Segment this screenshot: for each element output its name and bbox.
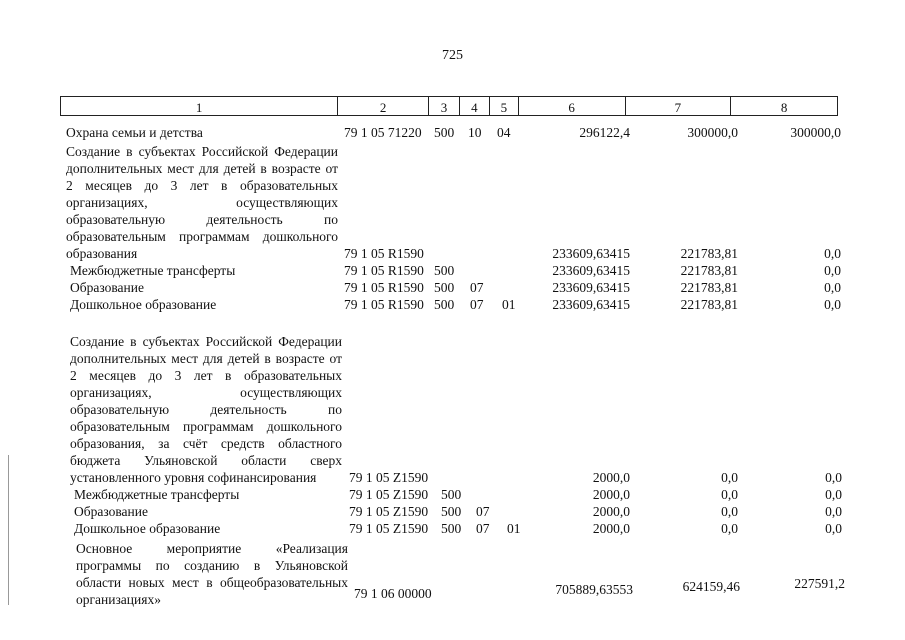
row-col-4: 07 bbox=[470, 297, 484, 312]
row-code: 79 1 05 Z1590 bbox=[349, 487, 429, 502]
row-value-8: 0,0 bbox=[824, 263, 841, 278]
row-value-7: 221783,81 bbox=[680, 263, 738, 278]
row-description: Межбюджетные трансферты bbox=[70, 263, 236, 278]
row-value-7: 0,0 bbox=[721, 504, 738, 519]
row-col-3: 500 bbox=[434, 297, 455, 312]
page-number: 725 bbox=[442, 48, 463, 63]
row-code: 79 1 05 Z1590 bbox=[349, 504, 429, 519]
row-col-5: 01 bbox=[507, 521, 521, 536]
row-value-6: 2000,0 bbox=[592, 504, 630, 519]
table-row bbox=[0, 486, 905, 503]
row-col-3: 500 bbox=[434, 263, 455, 278]
row-description: Образование bbox=[70, 280, 144, 295]
header-col-6: 6 bbox=[519, 97, 626, 115]
row-value-8: 0,0 bbox=[825, 487, 842, 502]
table-row bbox=[0, 143, 905, 262]
row-col-4: 10 bbox=[468, 125, 482, 140]
row-description: Дошкольное образование bbox=[74, 521, 221, 536]
row-value-7: 624159,46 bbox=[682, 579, 740, 594]
row-value-8: 0,0 bbox=[824, 297, 841, 312]
row-value-7: 300000,0 bbox=[687, 125, 738, 140]
row-col-4: 07 bbox=[476, 504, 490, 519]
row-value-8: 300000,0 bbox=[790, 125, 841, 140]
row-value-7: 0,0 bbox=[721, 521, 738, 536]
row-col-3: 500 bbox=[434, 280, 455, 295]
row-value-7: 0,0 bbox=[721, 487, 738, 502]
table-header-row bbox=[60, 96, 838, 116]
row-description: Создание в субъектах Российской Федерации дополнительных мест для детей в возрасте от 2 месяцев до 3 лет в образовательных организациях, осуществляющих образовательную деятельность по образовательным программам дошкольного образования bbox=[66, 144, 338, 261]
row-value-7: 221783,81 bbox=[680, 297, 738, 312]
header-col-7: 7 bbox=[626, 97, 732, 115]
header-col-1: 1 bbox=[61, 97, 338, 115]
row-value-6: 2000,0 bbox=[592, 470, 630, 485]
table-row bbox=[0, 316, 905, 486]
table-row bbox=[0, 124, 905, 141]
scan-edge-mark bbox=[8, 455, 9, 605]
table-row bbox=[0, 296, 905, 313]
row-code: 79 1 05 R1590 bbox=[344, 297, 424, 312]
table-row bbox=[0, 279, 905, 296]
row-description: Основное мероприятие «Реализация программы по созданию в Ульяновской области новых мест в общеобразовательных организациях» bbox=[76, 541, 348, 607]
row-value-7: 221783,81 bbox=[680, 246, 738, 261]
row-value-6: 233609,63415 bbox=[552, 263, 630, 278]
row-code: 79 1 05 R1590 bbox=[344, 263, 424, 278]
row-description: Дошкольное образование bbox=[70, 297, 217, 312]
row-value-6: 233609,63415 bbox=[552, 297, 630, 312]
row-value-8: 0,0 bbox=[825, 521, 842, 536]
header-col-8: 8 bbox=[780, 100, 788, 115]
row-code: 79 1 05 71220 bbox=[344, 125, 422, 140]
row-value-7: 0,0 bbox=[721, 470, 738, 485]
row-col-3: 500 bbox=[434, 125, 455, 140]
row-value-6: 2000,0 bbox=[592, 487, 630, 502]
row-value-6: 705889,63553 bbox=[555, 582, 633, 597]
row-value-6: 296122,4 bbox=[579, 125, 630, 140]
row-col-3: 500 bbox=[441, 521, 462, 536]
row-value-8: 0,0 bbox=[824, 246, 841, 261]
row-value-6: 2000,0 bbox=[592, 521, 630, 536]
row-description: Образование bbox=[74, 504, 148, 519]
row-value-7: 221783,81 bbox=[680, 280, 738, 295]
row-value-6: 233609,63415 bbox=[552, 246, 630, 261]
row-col-3: 500 bbox=[441, 487, 462, 502]
row-col-4: 07 bbox=[476, 521, 490, 536]
header-col-4: 4 bbox=[460, 97, 490, 115]
row-code: 79 1 05 R1590 bbox=[344, 246, 424, 261]
table-row bbox=[0, 503, 905, 520]
row-value-8: 0,0 bbox=[825, 470, 842, 485]
row-value-8: 0,0 bbox=[824, 280, 841, 295]
header-col-5: 5 bbox=[490, 97, 519, 115]
row-description: Создание в субъектах Российской Федерации дополнительных мест для детей в возрасте от 2 месяцев до 3 лет в образовательных организациях, осуществляющих образовательную деятельность по образовательным программам дошкольного образования, за счёт средств областного бюджета Ульяновской области сверх установленного уровня софинансирования bbox=[70, 334, 342, 485]
row-value-6: 233609,63415 bbox=[552, 280, 630, 295]
table-row bbox=[0, 262, 905, 279]
row-col-5: 04 bbox=[497, 125, 511, 140]
row-code: 79 1 05 Z1590 bbox=[349, 521, 429, 536]
row-code: 79 1 05 R1590 bbox=[344, 280, 424, 295]
row-description: Охрана семьи и детства bbox=[66, 125, 203, 140]
row-col-3: 500 bbox=[441, 504, 462, 519]
row-description: Межбюджетные трансферты bbox=[74, 487, 240, 502]
row-col-4: 07 bbox=[470, 280, 484, 295]
row-value-8: 0,0 bbox=[825, 504, 842, 519]
table-row bbox=[0, 540, 905, 608]
row-code: 79 1 06 00000 bbox=[354, 586, 432, 601]
row-code: 79 1 05 Z1590 bbox=[349, 470, 429, 485]
row-col-5: 01 bbox=[502, 297, 516, 312]
header-col-2: 2 bbox=[338, 97, 429, 115]
header-col-3: 3 bbox=[429, 97, 460, 115]
table-row bbox=[0, 520, 905, 537]
row-value-8: 227591,2 bbox=[794, 576, 845, 591]
